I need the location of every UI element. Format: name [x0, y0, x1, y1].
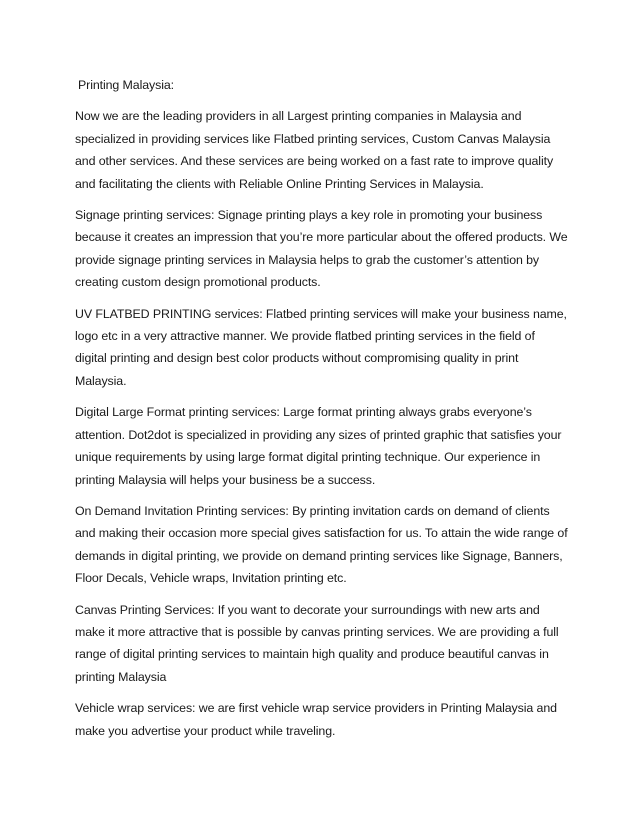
- paragraph-vehicle-wrap: Vehicle wrap services: we are first vehicle wrap service providers in Printing Malaysia and make you advertise your product while traveling.: [75, 701, 557, 738]
- paragraph-intro: Now we are the leading providers in all Largest printing companies in Malaysia and specialized in providing services like Flatbed printing services, Custom Canvas Malaysia and other services. And these services are being worked on a fast rate to improve quality and facilitating the clients with Reliable Online Printing Services in Malaysia.: [75, 109, 554, 191]
- paragraph-signage-printing: Signage printing services: Signage printing plays a key role in promoting your business because it creates an impression that you’re more particular about the offered products. We provide signage printing services in Malaysia helps to grab the customer’s attention by creating custom design promotional products.: [75, 208, 568, 290]
- paragraph-digital-large-format: Digital Large Format printing services: Large format printing always grabs everyone’s attention. Dot2dot is specialized in providing any sizes of printed graphic that satisfies your unique requirements by using large format digital printing technique. Our experience in printing Malaysia will helps your business be a success.: [75, 405, 562, 487]
- paragraph-canvas-printing: Canvas Printing Services: If you want to decorate your surroundings with new arts and make it more attractive that is possible by canvas printing services. We are providing a full range of digital printing services to maintain high quality and produce beautiful canvas in printing Malaysia: [75, 602, 559, 684]
- document-title: Printing Malaysia:: [78, 78, 174, 92]
- document-body: [75, 74, 569, 751]
- paragraph-uv-flatbed-printing: UV FLATBED PRINTING services: Flatbed printing services will make your business name, logo etc in a very attractive manner. We provide flatbed printing services in the field of digital printing and design best color products without compromising quality in print Malaysia.: [75, 306, 567, 388]
- paragraph-invitation-printing: On Demand Invitation Printing services: By printing invitation cards on demand of clients and making their occasion more special gives satisfaction for us. To attain the wide range of demands in digital printing, we provide on demand printing services like Signage, Banners, Floor Decals, Vehicle wraps, Invitation printing etc.: [75, 503, 568, 586]
